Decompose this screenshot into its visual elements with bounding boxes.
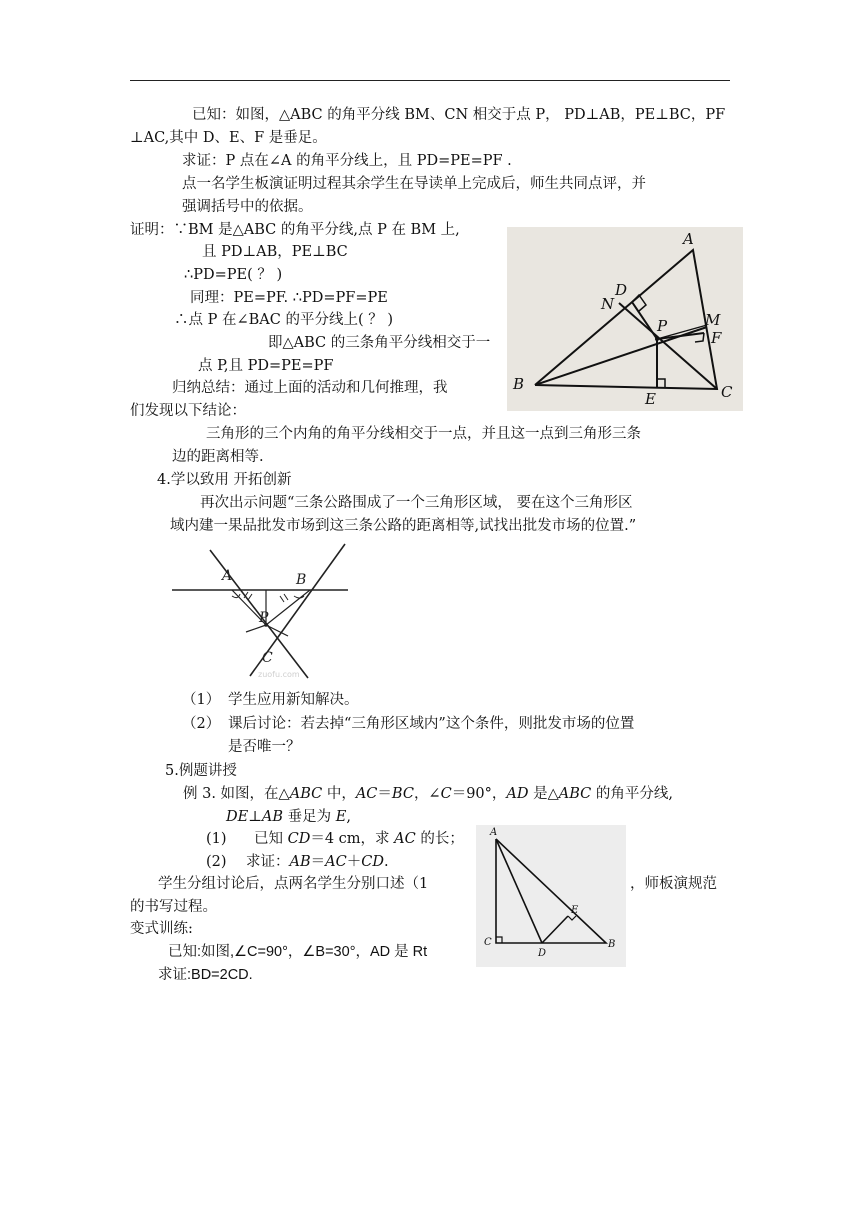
right-triangle-figure [476,825,626,967]
variant-prove: 求证:BD=2CD. [158,967,253,983]
vertex-label-c: C [721,383,733,401]
vertex-label-a: A [683,230,694,248]
example-3-statement: 例 3. 如图，在△ABC 中，AC＝BC，∠C＝90°，AD 是△ABC 的角平分线, [183,786,673,802]
road-vertex-c: C [262,650,273,666]
example-3-condition: DE⊥AB 垂足为 E, [226,809,351,825]
section-5-heading: 5.例题讲授 [165,763,237,779]
prove-statement: 求证：P 点在∠A 的角平分线上，且 PD=PE=PF . [182,153,512,169]
proof-line-4: 同理：PE=PF. ∴PD=PF=PE [190,290,388,306]
given-line-1: 已知：如图，△ABC 的角平分线 BM、CN 相交于点 P， PD⊥AB，PE⊥BC，PF [192,107,726,123]
road-vertex-a: A [222,568,233,584]
section-4-heading: 4.学以致用 开拓创新 [157,472,292,488]
question-1-text: 已知 CD＝4 cm，求 AC 的长； [254,831,464,847]
rt-vertex-a: A [490,827,498,838]
point-label-m: M [705,311,721,329]
point-label-f: F [711,329,722,347]
point-label-e: E [645,390,656,408]
problem-line-1: 再次出示问题“三条公路围成了一个三角形区域， 要在这个三角形区 [200,495,633,511]
item-2-text-2: 是否唯一？ [228,739,301,755]
item-1-text: 学生应用新知解决。 [228,692,359,708]
rt-point-e: E [571,905,579,916]
watermark-text: zuofu.com [258,670,300,679]
proof-line-6: 即△ABC 的三条角平分线相交于一 [268,335,491,351]
proof-line-3: ∴PD=PE( ？ ) [184,267,283,283]
vertex-label-b: B [513,375,525,393]
question-2-number: (2) [206,854,227,870]
header-rule [130,80,730,81]
proof-line-2: 且 PD⊥AB，PE⊥BC [202,244,348,260]
summary-line-2: 们发现以下结论： [130,403,246,419]
proof-line-5: ∴点 P 在∠BAC 的平分线上( ？ ) [174,312,393,328]
market-point-p: P [259,610,269,626]
teaching-note-2: 强调括号中的依据。 [182,199,313,215]
rt-point-d: D [538,948,547,959]
question-1-number: (1) [206,831,227,847]
point-label-d: D [615,281,628,299]
proof-line-7: 点 P,且 PD=PE=PF [198,358,334,374]
item-1-number: （1） [182,692,221,708]
summary-line-1: 归纳总结：通过上面的活动和几何推理，我 [172,380,448,396]
question-2-text: 求证：AB＝AC＋CD. [246,854,389,870]
variant-heading: 变式训练: [130,921,193,937]
item-2-number: （2） [182,716,221,732]
item-2-text-1: 课后讨论：若去掉“三角形区域内”这个条件，则批发市场的位置 [228,716,635,732]
triangle-bisector-figure [507,227,743,411]
variant-given: 已知:如图,∠C=90°，∠B=30°，AD 是 Rt [168,944,428,960]
proof-line-1: 证明：∵BM 是△ABC 的角平分线,点 P 在 BM 上, [130,222,460,238]
point-label-p: P [657,317,668,335]
road-vertex-b: B [296,572,307,588]
problem-line-2: 域内建一果品批发市场到这三条公路的距离相等,试找出批发市场的位置.” [170,518,637,534]
discussion-line-1a: 学生分组讨论后，点两名学生分别口述（1 [158,876,429,892]
discussion-line-2: 的书写过程。 [130,899,217,915]
conclusion-line-1: 三角形的三个内角的角平分线相交于一点，并且这一点到三角形三条 [206,426,641,442]
point-label-n: N [601,295,615,313]
discussion-line-1b: ，师板演规范 [630,876,717,892]
teaching-note-1: 点一名学生板演证明过程其余学生在导读单上完成后，师生共同点评，并 [182,176,646,192]
rt-vertex-c: C [484,937,492,948]
rt-vertex-b: B [608,939,616,950]
roads-figure [170,540,355,680]
given-line-2: ⊥AC,其中 D、E、F 是垂足。 [130,130,327,146]
conclusion-line-2: 边的距离相等. [172,449,264,465]
